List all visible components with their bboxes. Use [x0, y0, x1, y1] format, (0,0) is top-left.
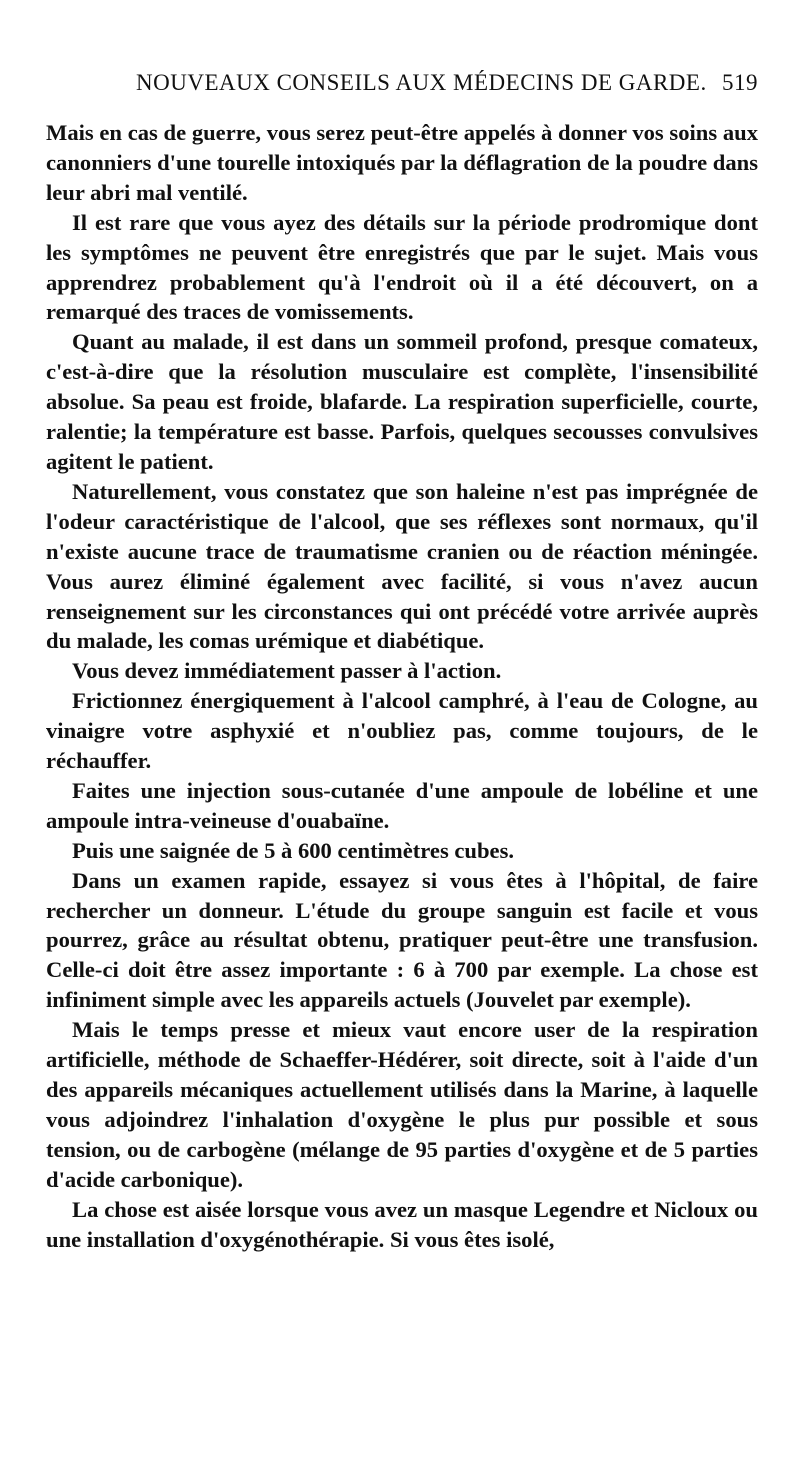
paragraph: Dans un examen rapide, essayez si vous êtes à l'hôpital, de faire rechercher un donneur. L'étude du groupe sanguin est facile et vous pourrez, grâce au résultat obtenu, pratiquer peut-être une transfusion. Celle-ci doit être assez importante : 6 à 700 par exemple. La chose est infiniment simple avec les appareils actuels (Jouvelet par exemple). — [46, 867, 758, 1013]
page-number: 519 — [722, 70, 758, 95]
paragraph: Mais en cas de guerre, vous serez peut-être appelés à donner vos soins aux canonniers d'une tourelle intoxiqués par la déflagration de la poudre dans leur abri mal ventilé. — [46, 120, 758, 205]
body-text — [46, 118, 758, 1254]
book-page — [46, 70, 758, 1254]
paragraph: Quant au malade, il est dans un sommeil profond, presque comateux, c'est-à-dire que la résolution musculaire est complète, l'insensibilité absolue. Sa peau est froide, blafarde. La respiration superficielle, courte, ralentie; la température est basse. Parfois, quelques secousses convulsives agitent le patient. — [46, 329, 758, 474]
paragraph: Frictionnez énergiquement à l'alcool camphré, à l'eau de Cologne, au vinaigre votre asphyxié et n'oubliez pas, comme toujours, de le réchauffer. — [46, 688, 758, 774]
paragraph: Vous devez immédiatement passer à l'action. — [72, 658, 502, 684]
paragraph: Il est rare que vous ayez des détails sur la période prodromique dont les symptômes ne peuvent être enregistrés que par le sujet. Mais vous apprendrez probablement qu'à l'endroit où il a été découvert, on a remarqué des traces de vomissements. — [46, 209, 758, 325]
paragraph: Puis une saignée de 5 à 600 centimètres cubes. — [72, 837, 515, 863]
paragraph: Mais le temps presse et mieux vaut encore user de la respiration artificielle, méthode de Schaeffer-Hédérer, soit directe, soit à l'aide d'un des appareils mécaniques actuellement utilisés dans la Marine, à laquelle vous adjoindrez l'inhalation d'oxygène le plus pur possible et sous tension, ou de carbogène (mélange de 95 parties d'oxygène et de 5 parties d'acide carbonique). — [46, 1017, 758, 1192]
paragraph: Faites une injection sous-cutanée d'une ampoule de lobéline et une ampoule intra-veineuse d'ouabaïne. — [46, 777, 758, 833]
paragraph: Naturellement, vous constatez que son haleine n'est pas imprégnée de l'odeur caractéristique de l'alcool, que ses réflexes sont normaux, qu'il n'existe aucune trace de traumatisme cranien ou de réaction méningée. Vous aurez éliminé également avec facilité, si vous n'avez aucun renseignement sur les circonstances qui ont précédé votre arrivée auprès du malade, les comas urémique et diabétique. — [46, 478, 758, 654]
paragraph: La chose est aisée lorsque vous avez un masque Legendre et Nicloux ou une installation d'oxygénothérapie. Si vous êtes isolé, — [46, 1196, 758, 1252]
running-title: NOUVEAUX CONSEILS AUX MÉDECINS DE GARDE. — [136, 70, 707, 95]
running-head — [136, 70, 758, 108]
